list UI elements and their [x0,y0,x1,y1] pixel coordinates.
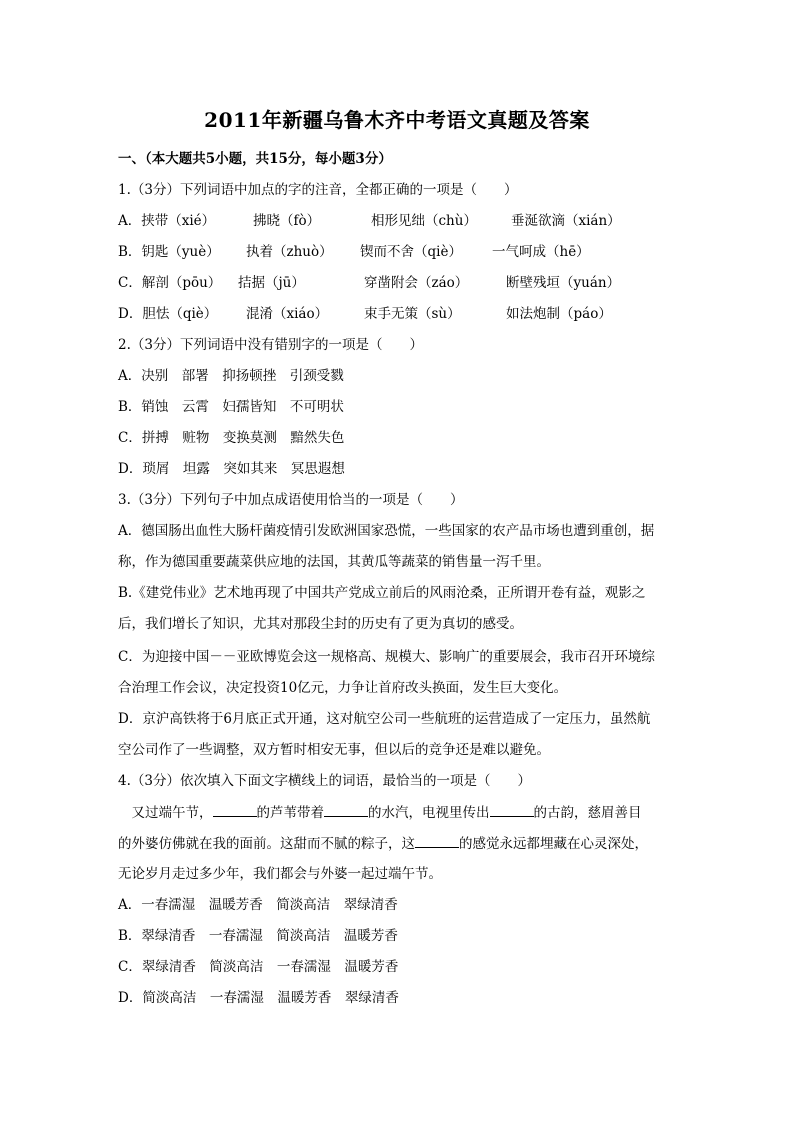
question-1-option-b: B．钥匙（yuè） 执着（zhuò） 锲而不舍（qiè） 一气呵成（hē） [118,244,590,260]
question-4-option-d: D．简淡高洁 一春濡湿 温暖芳香 翠绿清香 [118,990,399,1006]
question-2-option-a: A．决别 部署 抑扬顿挫 引颈受戮 [118,368,344,384]
question-3-stem: 3.（3分）下列句子中加点成语使用恰当的一项是（ ） [118,492,464,508]
question-4-passage-line-2: 的外婆仿佛就在我的面前。这甜而不腻的粽子，这 的感觉永远都埋藏在心灵深处， [118,836,648,852]
fill-blank-4 [415,834,459,848]
question-2-option-b: B．销蚀 云霄 妇孺皆知 不可明状 [118,399,344,415]
question-3-option-d-line-1: D．京沪高铁将于6月底正式开通，这对航空公司一些航班的运营造成了一定压力，虽然航 [118,711,651,727]
question-3-option-a-line-2: 称，作为德国重要蔬菜供应地的法国，其黄瓜等蔬菜的销售量一泻千里。 [118,554,550,570]
question-3-option-c-line-2: 合治理工作会议，决定投资10亿元，力争让首府改头换面，发生巨大变化。 [118,680,568,696]
question-2-option-d: D．琐屑 坦露 突如其来 冥思遐想 [118,461,345,477]
question-1-option-d: D．胆怯（qiè） 混淆（xiáo） 束手无策（sù） 如法炮制（páo） [118,306,612,322]
question-1-option-a: A．挟带（xié） 拂晓（fò） 相形见绌（chù） 垂涎欲滴（xián） [118,213,621,229]
question-3-option-b-line-2: 后，我们增长了知识，尤其对那段尘封的历史有了更为真切的感受。 [118,616,523,632]
question-4-option-b: B．翠绿清香 一春濡湿 简淡高洁 温暖芳香 [118,928,398,944]
question-4-stem: 4.（3分）依次填入下面文字横线上的词语，最恰当的一项是（ ） [118,773,531,789]
question-4-passage-line-3: 无论岁月走过多少年，我们都会与外婆一起过端午节。 [118,866,442,882]
question-1-stem: 1.（3分）下列词语中加点的字的注音，全都正确的一项是（ ） [118,182,518,198]
question-2-stem: 2.（3分）下列词语中没有错别字的一项是（ ） [118,337,423,353]
question-4-option-a: A．一春濡湿 温暖芳香 简淡高洁 翠绿清香 [118,897,398,913]
fill-blank-3 [490,803,534,817]
question-3-option-d-line-2: 空公司作了一些调整，双方暂时相安无事，但以后的竞争还是难以避免。 [118,742,550,758]
question-3-option-b-line-1: B.《建党伟业》艺术地再现了中国共产党成立前后的风雨沧桑，正所谓开卷有益，观影之 [118,585,646,601]
section-heading: 一、（本大题共5小题，共15分，每小题3分） [118,151,392,167]
question-4-option-c: C．翠绿清香 简淡高洁 一春濡湿 温暖芳香 [118,959,399,975]
fill-blank-2 [324,803,368,817]
question-2-option-c: C．拼搏 赃物 变换莫测 黯然失色 [118,430,345,446]
question-1-option-c: C．解剖（pōu） 拮据（jū） 穿凿附会（záo） 断壁残垣（yuán） [118,275,621,291]
question-3-option-a-line-1: A．德国肠出血性大肠杆菌疫情引发欧洲国家恐慌，一些国家的农产品市场也遭到重创，据 [118,523,655,539]
fill-blank-1 [213,803,257,817]
question-4-passage-line-1: 又过端午节， 的芦苇带着 的水汽，电视里传出 的古韵，慈眉善目 [118,805,642,821]
page-title: 2011年新疆乌鲁木齐中考语文真题及答案 [204,108,590,132]
question-3-option-c-line-1: C．为迎接中国－－亚欧博览会这一规格高、规模大、影响广的重要展会，我市召开环境综 [118,649,655,665]
